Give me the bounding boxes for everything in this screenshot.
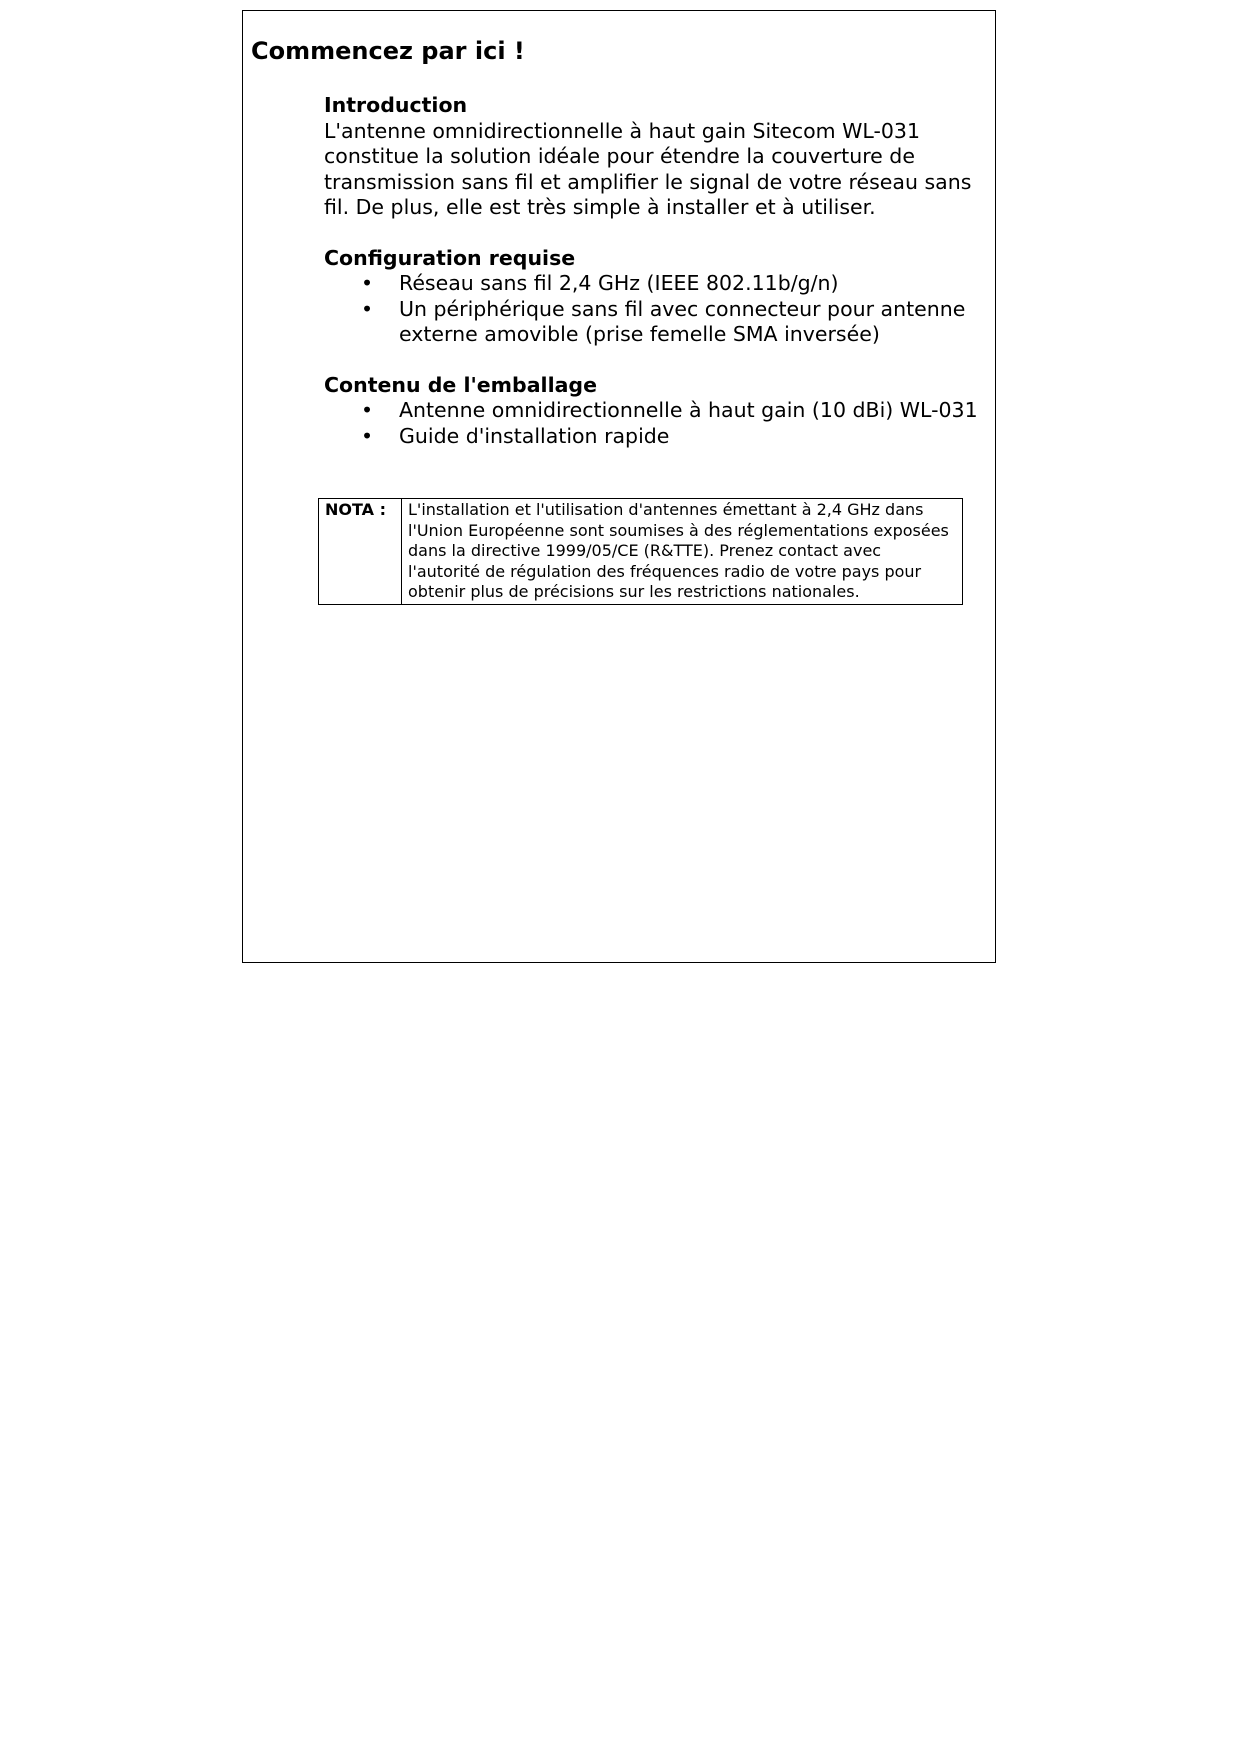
introduction-text: L'antenne omnidirectionnelle à haut gain Sitecom WL-031 constitue la solution idéale pour étendre la couverture de transmission sans fil et amplifier le signal de votre réseau sans fil. De plus, elle est très simple à installer et à utiliser.: [324, 118, 972, 219]
list-item: [324, 424, 994, 450]
bullet-icon: •: [361, 423, 374, 448]
page-frame: [242, 10, 996, 963]
list-item-text: Antenne omnidirectionnelle à haut gain (10 dBi) WL-031: [399, 398, 978, 422]
bullet-icon: •: [361, 296, 374, 321]
note-label: NOTA :: [319, 499, 402, 605]
bullet-icon: •: [361, 271, 374, 295]
note-text: L'installation et l'utilisation d'antennes émettant à 2,4 GHz dans l'Union Européenne sont soumises à des réglementations exposées dans la directive 1999/05/CE (R&TTE). Prenez contact avec l'autorité de régulation des fréquences radio de votre pays pour obtenir plus de précisions sur les restrictions nationales.: [402, 499, 963, 605]
list-item: [324, 398, 994, 424]
requirements-section: [324, 246, 994, 348]
package-section: [324, 373, 994, 450]
note-row: [319, 499, 963, 605]
requirements-list: [324, 271, 994, 348]
bullet-icon: •: [361, 398, 374, 422]
list-item-text: Guide d'installation rapide: [399, 423, 670, 448]
page-content: [324, 93, 994, 474]
list-item-text: Un périphérique sans fil avec connecteur pour antenne externe amovible (prise femelle SMA inversée): [399, 296, 966, 346]
note-box: [318, 498, 963, 605]
list-item-text: Réseau sans fil 2,4 GHz (IEEE 802.11b/g/n): [399, 271, 839, 295]
package-heading: Contenu de l'emballage: [324, 372, 598, 397]
package-list: [324, 398, 994, 449]
list-item: [324, 271, 994, 297]
introduction-heading: Introduction: [324, 93, 468, 117]
introduction-section: [324, 93, 994, 221]
requirements-heading: Configuration requise: [324, 245, 576, 270]
page-title: Commencez par ici !: [251, 37, 525, 65]
list-item: [324, 297, 994, 348]
